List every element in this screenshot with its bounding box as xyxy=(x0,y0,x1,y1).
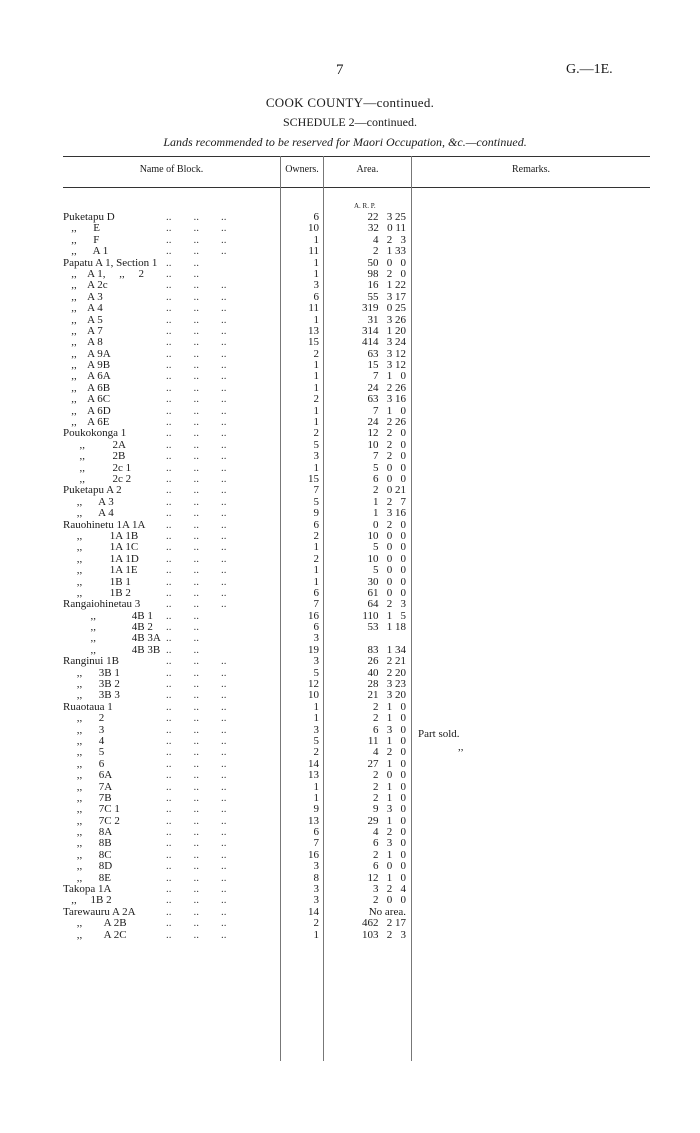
area-value: 24 2 26 xyxy=(367,381,406,394)
block-name: Rangaiohinetau 3 xyxy=(63,598,141,611)
block-name: ,, 8A xyxy=(63,826,113,839)
leader-dots: .. .. .. xyxy=(166,541,227,554)
leader-dots: .. .. .. xyxy=(166,883,227,896)
block-name: Ruaotaua 1 xyxy=(63,700,113,713)
page-number: 7 xyxy=(336,62,344,78)
owners-column xyxy=(283,212,319,941)
area-value: 2 0 0 xyxy=(373,769,406,782)
area-value: 5 0 0 xyxy=(373,461,406,474)
block-name: ,, 4B 2 xyxy=(63,621,153,634)
owners-count: 6 xyxy=(313,290,319,303)
owners-count: 16 xyxy=(308,848,319,861)
area-value: No area. xyxy=(368,905,406,918)
block-name: ,, 2B xyxy=(63,450,126,463)
owners-count: 7 xyxy=(313,598,319,611)
leader-dots: .. .. .. xyxy=(166,324,227,337)
leader-dots: .. .. .. xyxy=(166,279,227,292)
area-value: 5 0 0 xyxy=(373,564,406,577)
owners-count: 6 xyxy=(313,518,319,531)
owners-count: 2 xyxy=(313,427,319,440)
area-units: A. R. P. xyxy=(354,202,376,210)
block-name: ,, A 4 xyxy=(63,507,114,520)
owners-count: 14 xyxy=(308,905,319,918)
owners-count: 13 xyxy=(308,814,319,827)
area-value: 6 3 0 xyxy=(373,837,406,850)
area-value: 15 3 12 xyxy=(367,359,406,372)
block-name: Puketapu A 2 xyxy=(63,484,122,497)
block-name: ,, 5 xyxy=(63,746,105,759)
block-name: ,, A 6D xyxy=(63,404,111,417)
column-header-remarks: Remarks. xyxy=(511,164,551,175)
area-value: 12 1 0 xyxy=(367,871,406,884)
owners-count: 10 xyxy=(308,689,319,702)
block-name: ,, A 4 xyxy=(63,302,103,315)
block-name: ,, A 5 xyxy=(63,313,103,326)
block-name: ,, 1B 2 xyxy=(63,894,112,907)
area-value: 6 0 0 xyxy=(373,860,406,873)
owners-count: 2 xyxy=(313,347,319,360)
owners-count: 1 xyxy=(313,564,319,577)
area-value: 3 2 4 xyxy=(373,883,406,896)
area-value: 53 1 18 xyxy=(367,621,406,634)
block-name: Ranginui 1B xyxy=(63,655,119,668)
owners-count: 1 xyxy=(313,359,319,372)
leader-dots-column xyxy=(166,212,227,941)
area-value: 29 1 0 xyxy=(367,814,406,827)
area-value: 2 0 21 xyxy=(373,484,406,497)
area-value: 30 0 0 xyxy=(367,575,406,588)
leader-dots: .. .. .. xyxy=(166,780,227,793)
leader-dots: .. .. xyxy=(166,632,199,645)
block-name: ,, A 1 xyxy=(63,245,109,258)
area-value: 0 2 0 xyxy=(373,518,406,531)
leader-dots: .. .. .. xyxy=(166,416,227,429)
owners-count: 2 xyxy=(313,746,319,759)
leader-dots: .. .. xyxy=(166,267,199,280)
area-value: 64 2 3 xyxy=(367,598,406,611)
owners-count: 6 xyxy=(313,586,319,599)
owners-count: 16 xyxy=(308,609,319,622)
leader-dots: .. .. .. xyxy=(166,245,227,258)
block-name: ,, A 8 xyxy=(63,336,103,349)
block-name: ,, 7B xyxy=(63,791,112,804)
table-header-rule xyxy=(63,187,650,188)
leader-dots: .. .. .. xyxy=(166,370,227,383)
leader-dots: .. .. .. xyxy=(166,484,227,497)
owners-count: 3 xyxy=(313,655,319,668)
block-name: ,, A 3 xyxy=(63,495,114,508)
leader-dots: .. .. .. xyxy=(166,894,227,907)
leader-dots: .. .. .. xyxy=(166,472,227,485)
area-value: 6 3 0 xyxy=(373,723,406,736)
owners-count: 12 xyxy=(308,678,319,691)
owners-count: 2 xyxy=(313,917,319,930)
owners-count: 6 xyxy=(313,621,319,634)
block-name: ,, 3B 2 xyxy=(63,678,120,691)
leader-dots: .. .. .. xyxy=(166,746,227,759)
block-name: ,, 8C xyxy=(63,848,112,861)
leader-dots: .. .. .. xyxy=(166,848,227,861)
owners-count: 3 xyxy=(313,894,319,907)
block-name: ,, A 1, ,, 2 xyxy=(63,267,144,280)
area-value: 2 1 0 xyxy=(373,700,406,713)
owners-count: 15 xyxy=(308,472,319,485)
owners-count: 14 xyxy=(308,757,319,770)
owners-count: 5 xyxy=(313,438,319,451)
block-name: ,, A 9A xyxy=(63,347,111,360)
block-name: ,, 8D xyxy=(63,860,113,873)
area-value: 31 3 26 xyxy=(367,313,406,326)
area-value: 1 2 7 xyxy=(373,495,406,508)
area-value: 24 2 26 xyxy=(367,416,406,429)
block-name: Poukokonga 1 xyxy=(63,427,127,440)
column-header-area: Area. xyxy=(356,164,379,175)
leader-dots: .. .. .. xyxy=(166,769,227,782)
area-value: 22 3 25 xyxy=(367,211,406,223)
owners-count: 1 xyxy=(313,575,319,588)
leader-dots: .. .. .. xyxy=(166,814,227,827)
owners-count: 13 xyxy=(308,324,319,337)
area-value: 11 1 0 xyxy=(367,734,406,747)
owners-count: 1 xyxy=(313,461,319,474)
leader-dots: .. .. .. xyxy=(166,518,227,531)
area-value: 2 1 33 xyxy=(373,245,406,258)
leader-dots: .. .. .. xyxy=(166,803,227,816)
leader-dots: .. .. .. xyxy=(166,222,227,235)
area-value: 63 3 16 xyxy=(367,393,406,406)
area-value: 10 2 0 xyxy=(367,438,406,451)
block-name: ,, 3B 3 xyxy=(63,689,120,702)
owners-count: 1 xyxy=(313,370,319,383)
area-value: 63 3 12 xyxy=(367,347,406,360)
remark-ditto: ,, xyxy=(458,741,464,753)
leader-dots: .. .. .. xyxy=(166,678,227,691)
area-value: 2 1 0 xyxy=(373,848,406,861)
area-value: 16 1 22 xyxy=(367,279,406,292)
area-value: 50 0 0 xyxy=(367,256,406,269)
owners-count: 11 xyxy=(308,245,319,258)
leader-dots: .. .. .. xyxy=(166,290,227,303)
block-name: ,, A 6E xyxy=(63,416,110,429)
owners-count: 6 xyxy=(313,826,319,839)
owners-count: 7 xyxy=(313,837,319,850)
leader-dots: .. .. .. xyxy=(166,666,227,679)
block-name: ,, 2 xyxy=(63,712,105,725)
block-name: ,, 7C 2 xyxy=(63,814,120,827)
table-subtitle: Lands recommended to be reserved for Maori Occupation, &c.—continued. xyxy=(163,135,527,149)
owners-count: 1 xyxy=(313,541,319,554)
area-value: 83 1 34 xyxy=(367,643,406,656)
area-value: 40 2 20 xyxy=(367,666,406,679)
block-name: ,, 3 xyxy=(63,723,105,736)
block-name: ,, 2c 2 xyxy=(63,472,132,485)
block-name: Tarewauru A 2A xyxy=(63,905,136,918)
owners-count: 1 xyxy=(313,928,319,941)
owners-count: 9 xyxy=(313,803,319,816)
area-value: 1 3 16 xyxy=(373,507,406,520)
owners-count: 3 xyxy=(313,632,319,645)
column-header-owners: Owners. xyxy=(285,164,319,175)
document-reference: G.—1E. xyxy=(566,62,613,77)
block-name: ,, 1A 1C xyxy=(63,541,139,554)
owners-count: 1 xyxy=(313,256,319,269)
area-value: 7 1 0 xyxy=(373,404,406,417)
leader-dots: .. .. .. xyxy=(166,928,227,941)
block-name: ,, F xyxy=(63,233,100,246)
leader-dots: .. .. .. xyxy=(166,655,227,668)
leader-dots: .. .. .. xyxy=(166,313,227,326)
block-name: ,, 3B 1 xyxy=(63,666,120,679)
leader-dots: .. .. .. xyxy=(166,507,227,520)
schedule-heading: SCHEDULE 2—continued. xyxy=(283,115,417,129)
owners-count: 11 xyxy=(308,302,319,315)
owners-count: 7 xyxy=(313,484,319,497)
owners-count: 5 xyxy=(313,734,319,747)
block-name: ,, E xyxy=(63,222,100,235)
owners-count: 2 xyxy=(313,393,319,406)
block-name: Takopa 1A xyxy=(63,883,112,896)
area-value: 2 0 0 xyxy=(373,894,406,907)
leader-dots: .. .. .. xyxy=(166,393,227,406)
leader-dots: .. .. .. xyxy=(166,347,227,360)
area-value: 4 2 0 xyxy=(373,746,406,759)
leader-dots: .. .. .. xyxy=(166,757,227,770)
owners-count: 3 xyxy=(313,279,319,292)
area-value: 6 0 0 xyxy=(373,472,406,485)
area-value: 9 3 0 xyxy=(373,803,406,816)
area-value: 4 2 3 xyxy=(373,233,406,246)
area-value: 28 3 23 xyxy=(367,678,406,691)
owners-count: 10 xyxy=(308,222,319,235)
leader-dots: .. .. .. xyxy=(166,734,227,747)
owners-count: 3 xyxy=(313,883,319,896)
leader-dots: .. .. .. xyxy=(166,302,227,315)
area-value: 2 1 0 xyxy=(373,780,406,793)
column-divider-remarks-left xyxy=(411,156,412,1061)
block-name: ,, A 6B xyxy=(63,381,111,394)
leader-dots: .. .. .. xyxy=(166,837,227,850)
block-name: Papatu A 1, Section 1 xyxy=(63,256,158,269)
leader-dots: .. .. .. xyxy=(166,552,227,565)
leader-dots: .. .. .. xyxy=(166,529,227,542)
area-value: 319 0 25 xyxy=(362,302,406,315)
block-name: ,, 1A 1E xyxy=(63,564,138,577)
block-name: ,, 7A xyxy=(63,780,113,793)
leader-dots: .. .. .. xyxy=(166,564,227,577)
owners-count: 5 xyxy=(313,666,319,679)
owners-count: 8 xyxy=(313,871,319,884)
column-header-name: Name of Block. xyxy=(139,164,204,175)
block-name: ,, 2A xyxy=(63,438,126,451)
leader-dots: .. .. .. xyxy=(166,826,227,839)
area-value: 4 2 0 xyxy=(373,826,406,839)
area-value: 27 1 0 xyxy=(367,757,406,770)
area-value: 103 2 3 xyxy=(362,928,406,941)
area-value: 2 1 0 xyxy=(373,712,406,725)
area-value: 2 1 0 xyxy=(373,791,406,804)
block-name: ,, 1A 1D xyxy=(63,552,139,565)
column-divider-area-left xyxy=(323,156,324,1061)
area-value: 10 0 0 xyxy=(367,552,406,565)
block-name: ,, 1B 2 xyxy=(63,586,131,599)
area-value: 61 0 0 xyxy=(367,586,406,599)
area-value: 55 3 17 xyxy=(367,290,406,303)
area-value: 110 1 5 xyxy=(362,609,406,622)
leader-dots: .. .. .. xyxy=(166,598,227,611)
leader-dots: .. .. .. xyxy=(166,871,227,884)
block-name: ,, A 2C xyxy=(63,928,127,941)
leader-dots: .. .. .. xyxy=(166,860,227,873)
area-value: 7 2 0 xyxy=(373,450,406,463)
leader-dots: .. .. .. xyxy=(166,450,227,463)
area-value: 7 1 0 xyxy=(373,370,406,383)
block-name: ,, 4B 3A xyxy=(63,632,161,645)
area-value: 462 2 17 xyxy=(362,917,406,930)
leader-dots: .. .. .. xyxy=(166,404,227,417)
block-name: ,, A 2c xyxy=(63,279,108,292)
owners-count: 3 xyxy=(313,723,319,736)
block-name: ,, A 9B xyxy=(63,359,111,372)
area-value: 10 0 0 xyxy=(367,529,406,542)
area-value: 32 0 11 xyxy=(367,222,406,235)
block-name: ,, A 6A xyxy=(63,370,111,383)
owners-count: 1 xyxy=(313,267,319,280)
area-value: 5 0 0 xyxy=(373,541,406,554)
owners-count: 1 xyxy=(313,700,319,713)
leader-dots: .. .. .. xyxy=(166,427,227,440)
owners-count: 1 xyxy=(313,416,319,429)
leader-dots: .. .. .. xyxy=(166,917,227,930)
leader-dots: .. .. .. xyxy=(166,359,227,372)
owners-count: 19 xyxy=(308,643,319,656)
block-name: ,, 7C 1 xyxy=(63,803,120,816)
owners-count: 1 xyxy=(313,404,319,417)
block-name: ,, A 7 xyxy=(63,324,103,337)
owners-count: 9 xyxy=(313,507,319,520)
owners-count: 1 xyxy=(313,712,319,725)
owners-count: 6 xyxy=(313,211,319,223)
owners-count: 13 xyxy=(308,769,319,782)
block-name-column xyxy=(63,212,161,941)
leader-dots: .. .. .. xyxy=(166,233,227,246)
block-name: ,, A 2B xyxy=(63,917,127,930)
block-name: ,, 4B 1 xyxy=(63,609,153,622)
owners-count: 5 xyxy=(313,495,319,508)
owners-count: 3 xyxy=(313,860,319,873)
area-value: 414 3 24 xyxy=(362,336,406,349)
leader-dots: .. .. .. xyxy=(166,723,227,736)
owners-count: 1 xyxy=(313,313,319,326)
leader-dots: .. .. .. xyxy=(166,586,227,599)
area-column xyxy=(326,212,406,941)
block-name: ,, A 6C xyxy=(63,393,111,406)
column-divider-owners-left xyxy=(280,156,281,1061)
leader-dots: .. .. xyxy=(166,621,199,634)
area-value: 98 2 0 xyxy=(367,267,406,280)
block-name: ,, 6A xyxy=(63,769,113,782)
block-name: ,, 4 xyxy=(63,734,105,747)
leader-dots: .. .. .. xyxy=(166,438,227,451)
block-name: ,, 2c 1 xyxy=(63,461,132,474)
owners-count: 1 xyxy=(313,233,319,246)
owners-count: 1 xyxy=(313,780,319,793)
leader-dots: .. .. .. xyxy=(166,495,227,508)
leader-dots: .. .. .. xyxy=(166,336,227,349)
leader-dots: .. .. xyxy=(166,609,199,622)
remark-part-sold: Part sold. xyxy=(418,728,460,740)
block-name: ,, 1A 1B xyxy=(63,529,139,542)
block-name: ,, 8B xyxy=(63,837,112,850)
owners-count: 2 xyxy=(313,552,319,565)
block-name: ,, A 3 xyxy=(63,290,103,303)
leader-dots: .. .. .. xyxy=(166,905,227,918)
leader-dots: .. .. .. xyxy=(166,712,227,725)
leader-dots: .. .. .. xyxy=(166,700,227,713)
leader-dots: .. .. xyxy=(166,643,199,656)
block-name: ,, 6 xyxy=(63,757,105,770)
block-name: ,, 8E xyxy=(63,871,111,884)
owners-count: 3 xyxy=(313,450,319,463)
table-top-rule xyxy=(63,156,650,157)
owners-count: 2 xyxy=(313,529,319,542)
block-name: ,, 1B 1 xyxy=(63,575,131,588)
owners-count: 1 xyxy=(313,381,319,394)
leader-dots: .. .. .. xyxy=(166,381,227,394)
leader-dots: .. .. .. xyxy=(166,689,227,702)
leader-dots: .. .. xyxy=(166,256,199,269)
block-name: Rauohinetu 1A 1A xyxy=(63,518,146,531)
block-name: Puketapu D xyxy=(63,211,115,223)
county-heading: COOK COUNTY—continued. xyxy=(265,95,435,110)
area-value: 26 2 21 xyxy=(367,655,406,668)
area-value: 314 1 20 xyxy=(362,324,406,337)
area-value: 12 2 0 xyxy=(367,427,406,440)
leader-dots: .. .. .. xyxy=(166,791,227,804)
leader-dots: .. .. .. xyxy=(166,575,227,588)
owners-count: 1 xyxy=(313,791,319,804)
block-name: ,, 4B 3B xyxy=(63,643,161,656)
owners-count: 15 xyxy=(308,336,319,349)
leader-dots: .. .. .. xyxy=(166,461,227,474)
area-value: 21 3 20 xyxy=(367,689,406,702)
leader-dots: .. .. .. xyxy=(166,211,227,223)
